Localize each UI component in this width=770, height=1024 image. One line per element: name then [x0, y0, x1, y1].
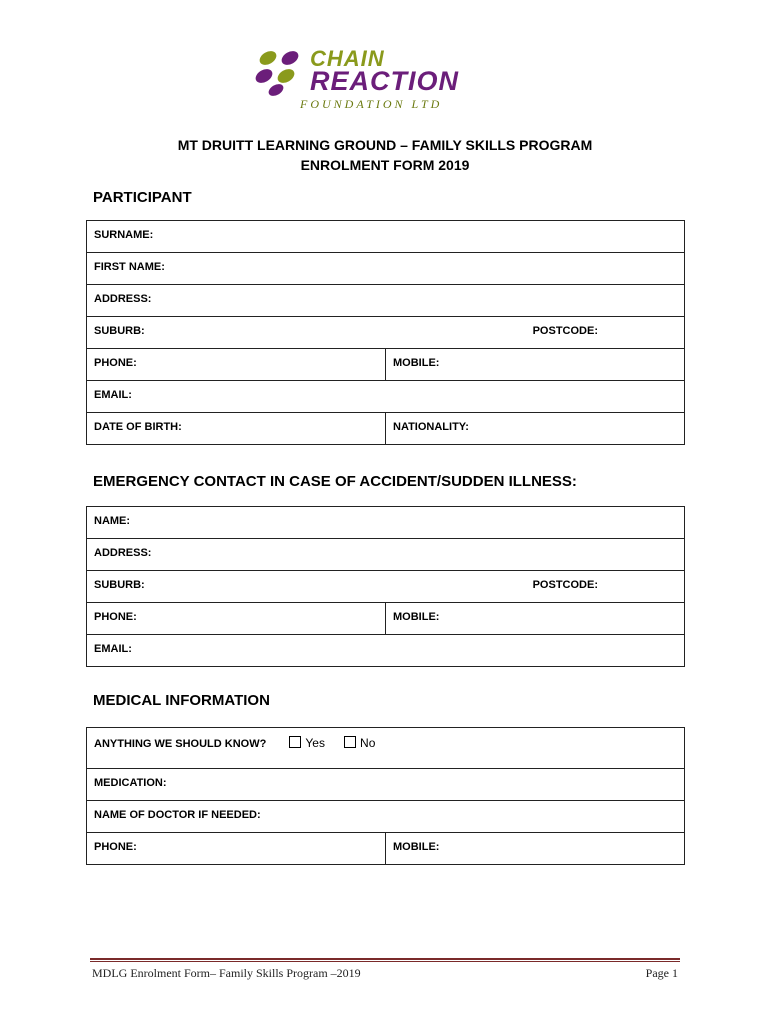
yes-label: Yes — [305, 736, 325, 750]
medical-phone-field[interactable] — [87, 833, 386, 865]
yes-option[interactable] — [289, 738, 325, 750]
anything-should-know-label: ANYTHING WE SHOULD KNOW? — [94, 738, 267, 750]
surname-label: SURNAME: — [94, 229, 154, 241]
doctor-label: NAME OF DOCTOR IF NEEDED: — [94, 809, 261, 821]
no-option[interactable] — [344, 738, 375, 750]
first-name-field[interactable] — [87, 253, 685, 285]
nationality-field[interactable] — [386, 413, 685, 445]
form-title-line2: ENROLMENT FORM 2019 — [300, 157, 470, 173]
medical-phone-label: PHONE: — [94, 841, 137, 853]
logo-mark-icon — [252, 48, 308, 100]
surname-field[interactable] — [87, 221, 685, 253]
doctor-field[interactable] — [87, 801, 685, 833]
address-label: ADDRESS: — [94, 293, 152, 305]
footer-page-number: Page 1 — [645, 966, 678, 980]
logo-text-chain: CHAIN — [310, 46, 385, 71]
emergency-suburb-postcode-field[interactable] — [87, 571, 685, 603]
emergency-mobile-label: MOBILE: — [393, 611, 440, 623]
medical-table — [86, 727, 685, 865]
no-label: No — [360, 736, 376, 750]
mobile-label: MOBILE: — [393, 357, 440, 369]
emergency-postcode-label: POSTCODE: — [532, 579, 598, 591]
emergency-heading: EMERGENCY CONTACT IN CASE OF ACCIDENT/SUDDEN ILLNESS: — [93, 473, 577, 490]
first-name-label: FIRST NAME: — [94, 261, 165, 273]
no-checkbox[interactable] — [344, 736, 356, 748]
medication-field[interactable] — [87, 769, 685, 801]
address-field[interactable] — [87, 285, 685, 317]
participant-heading: PARTICIPANT — [93, 189, 192, 206]
emergency-table — [86, 506, 685, 667]
emergency-email-field[interactable] — [87, 635, 685, 667]
medication-label: MEDICATION: — [94, 777, 167, 789]
emergency-phone-label: PHONE: — [94, 611, 137, 623]
dob-field[interactable] — [87, 413, 386, 445]
medical-mobile-field[interactable] — [386, 833, 685, 865]
logo-text-foundation: FOUNDATION LTD — [300, 97, 443, 111]
emergency-address-label: ADDRESS: — [94, 547, 152, 559]
medical-heading: MEDICAL INFORMATION — [93, 692, 270, 709]
medical-mobile-label: MOBILE: — [393, 841, 440, 853]
footer-rule-thin — [90, 961, 680, 962]
email-field[interactable] — [87, 381, 685, 413]
emergency-suburb-label: SUBURB: — [94, 579, 145, 591]
emergency-name-label: NAME: — [94, 515, 131, 527]
dob-label: DATE OF BIRTH: — [94, 421, 182, 433]
logo-text-reaction: REACTION — [310, 66, 459, 96]
emergency-address-field[interactable] — [87, 539, 685, 571]
footer-form-name: MDLG Enrolment Form– Family Skills Program –2019 — [92, 966, 361, 980]
yes-checkbox[interactable] — [289, 736, 301, 748]
anything-should-know-row — [87, 728, 685, 769]
emergency-phone-field[interactable] — [87, 603, 386, 635]
nationality-label: NATIONALITY: — [393, 421, 469, 433]
email-label: EMAIL: — [94, 389, 132, 401]
phone-field[interactable] — [87, 349, 386, 381]
footer-rule — [90, 958, 680, 960]
chain-reaction-logo — [252, 44, 522, 116]
postcode-label: POSTCODE: — [532, 325, 598, 337]
mobile-field[interactable] — [386, 349, 685, 381]
emergency-mobile-field[interactable] — [386, 603, 685, 635]
suburb-postcode-field[interactable] — [87, 317, 685, 349]
emergency-name-field[interactable] — [87, 507, 685, 539]
participant-table — [86, 220, 685, 445]
suburb-label: SUBURB: — [94, 325, 145, 337]
form-title-line1: MT DRUITT LEARNING GROUND – FAMILY SKILLS PROGRAM — [177, 137, 593, 153]
phone-label: PHONE: — [94, 357, 137, 369]
emergency-email-label: EMAIL: — [94, 643, 132, 655]
